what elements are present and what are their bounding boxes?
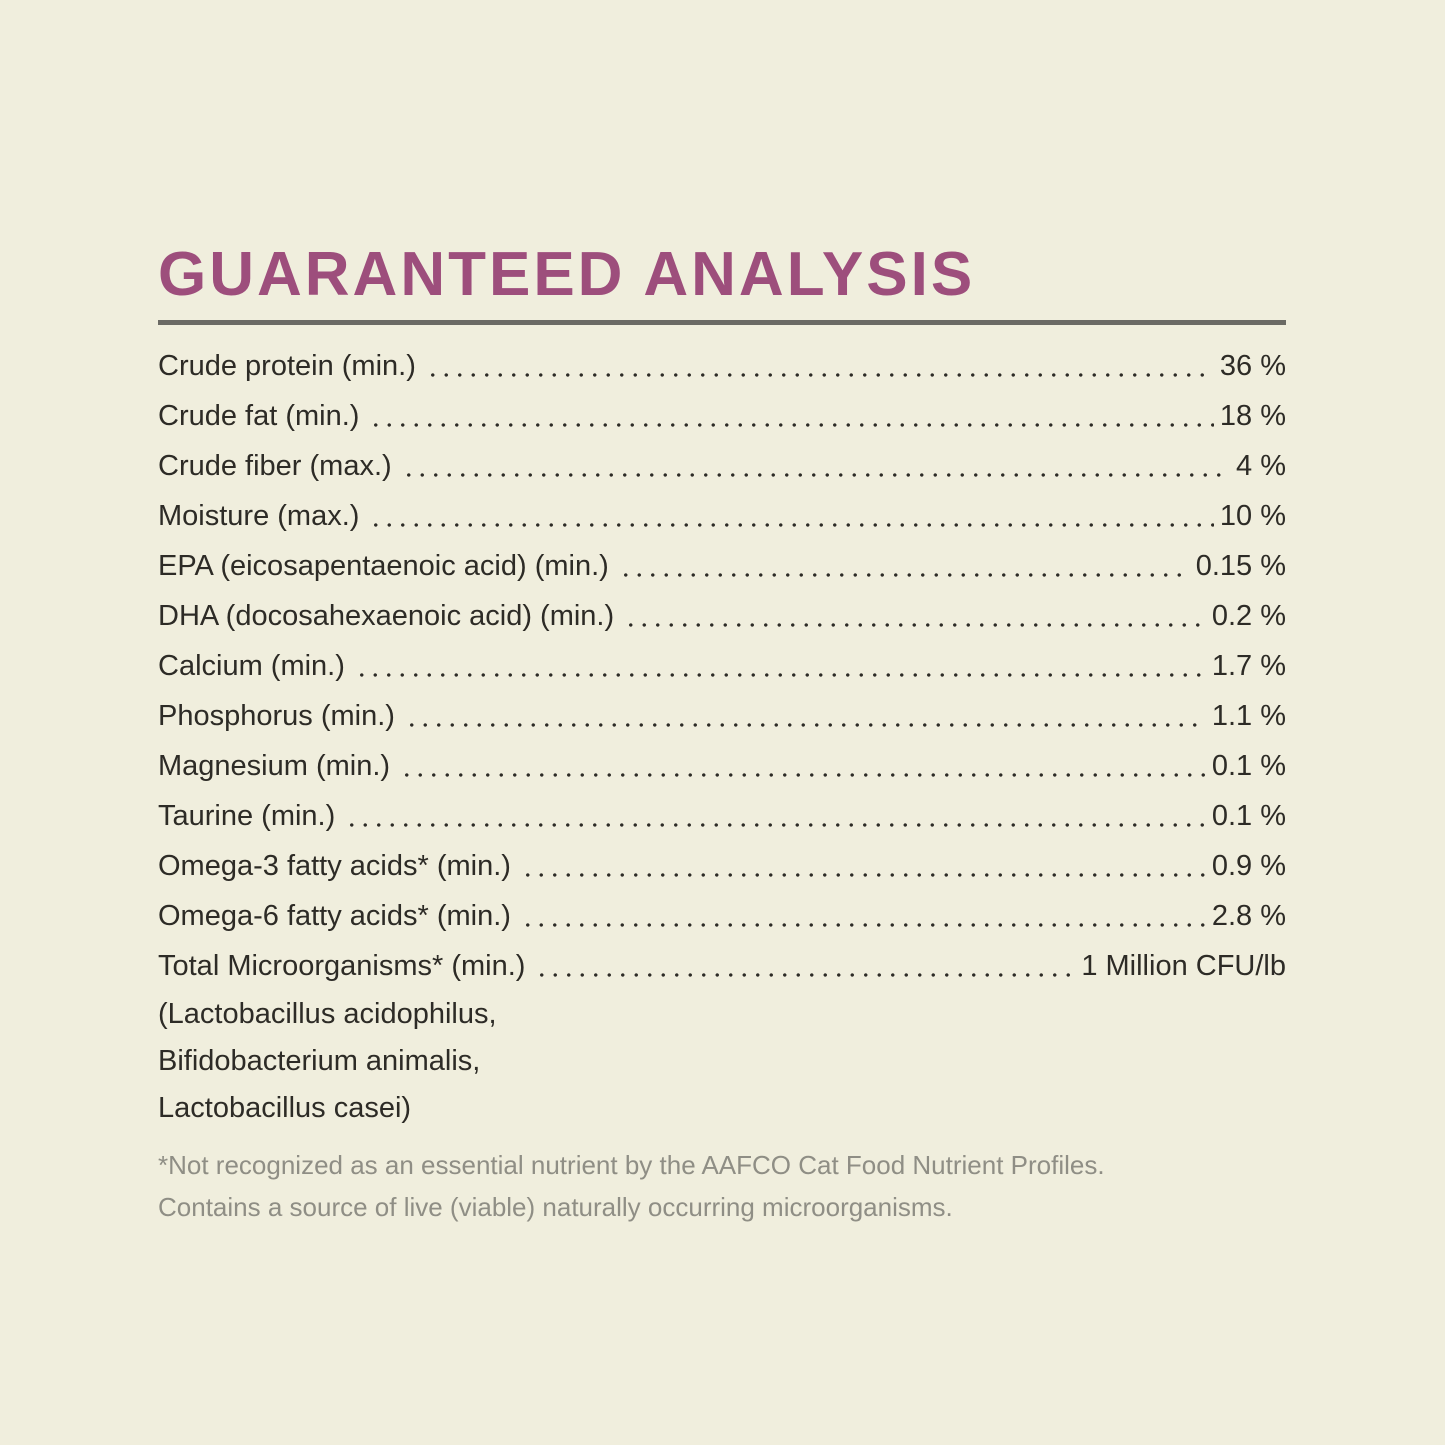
nutrient-value: 1 Million CFU/lb	[1081, 950, 1286, 982]
footnote-line: Contains a source of live (viable) naturally occurring microorganisms.	[158, 1192, 953, 1222]
dot-leader	[619, 541, 1190, 591]
analysis-row	[158, 691, 1286, 741]
analysis-row	[158, 391, 1286, 441]
nutrient-label: Phosphorus (min.)	[158, 700, 395, 732]
analysis-list	[158, 341, 1286, 991]
analysis-row	[158, 341, 1286, 391]
analysis-row	[158, 941, 1286, 991]
nutrient-label: DHA (docosahexaenoic acid) (min.)	[158, 600, 615, 632]
dot-leader	[405, 691, 1206, 741]
analysis-row	[158, 841, 1286, 891]
nutrient-label: Crude protein (min.)	[158, 350, 416, 382]
microorganism-line: (Lactobacillus acidophilus,	[158, 998, 497, 1030]
analysis-row	[158, 891, 1286, 941]
nutrient-label: Total Microorganisms* (min.)	[158, 950, 526, 982]
nutrient-value: 1.7 %	[1211, 650, 1286, 682]
nutrient-value: 1.1 %	[1211, 700, 1286, 732]
dot-leader	[400, 741, 1206, 791]
nutrient-value: 36 %	[1219, 350, 1286, 382]
nutrient-value: 0.1 %	[1211, 750, 1286, 782]
nutrient-value: 0.1 %	[1211, 800, 1286, 832]
nutrient-value: 10 %	[1219, 500, 1286, 532]
dot-leader	[355, 641, 1206, 691]
analysis-row	[158, 791, 1286, 841]
nutrient-label: Crude fat (min.)	[158, 400, 360, 432]
dot-leader	[426, 341, 1214, 391]
dot-leader	[521, 891, 1206, 941]
analysis-row	[158, 741, 1286, 791]
analysis-row	[158, 591, 1286, 641]
nutrient-value: 4 %	[1236, 450, 1286, 482]
nutrient-value: 0.9 %	[1211, 850, 1286, 882]
nutrient-label: Taurine (min.)	[158, 800, 336, 832]
dot-leader	[402, 441, 1230, 491]
guaranteed-analysis-panel	[158, 240, 1286, 1228]
page-title: GUARANTEED ANALYSIS	[158, 240, 976, 309]
analysis-row	[158, 541, 1286, 591]
footnotes	[158, 1144, 1286, 1228]
nutrient-label: Magnesium (min.)	[158, 750, 391, 782]
dot-leader	[369, 391, 1213, 441]
nutrient-label: Omega-3 fatty acids* (min.)	[158, 850, 511, 882]
divider	[158, 320, 1286, 325]
nutrient-label: Crude fiber (max.)	[158, 450, 392, 482]
nutrient-label: Omega-6 fatty acids* (min.)	[158, 900, 511, 932]
footnote-line: *Not recognized as an essential nutrient by the AAFCO Cat Food Nutrient Profiles.	[158, 1150, 1105, 1180]
dot-leader	[535, 941, 1075, 991]
nutrient-value: 18 %	[1219, 400, 1286, 432]
analysis-row	[158, 491, 1286, 541]
nutrient-label: EPA (eicosapentaenoic acid) (min.)	[158, 550, 609, 582]
analysis-row	[158, 641, 1286, 691]
microorganism-line: Lactobacillus casei)	[158, 1092, 412, 1124]
nutrient-label: Calcium (min.)	[158, 650, 345, 682]
analysis-row	[158, 441, 1286, 491]
dot-leader	[369, 491, 1213, 541]
dot-leader	[345, 791, 1206, 841]
nutrient-value: 0.2 %	[1211, 600, 1286, 632]
microorganism-line: Bifidobacterium animalis,	[158, 1045, 481, 1077]
dot-leader	[624, 591, 1206, 641]
dot-leader	[521, 841, 1206, 891]
nutrient-label: Moisture (max.)	[158, 500, 360, 532]
nutrient-value: 2.8 %	[1211, 900, 1286, 932]
microorganism-lines	[158, 991, 1286, 1132]
nutrient-value: 0.15 %	[1195, 550, 1286, 582]
